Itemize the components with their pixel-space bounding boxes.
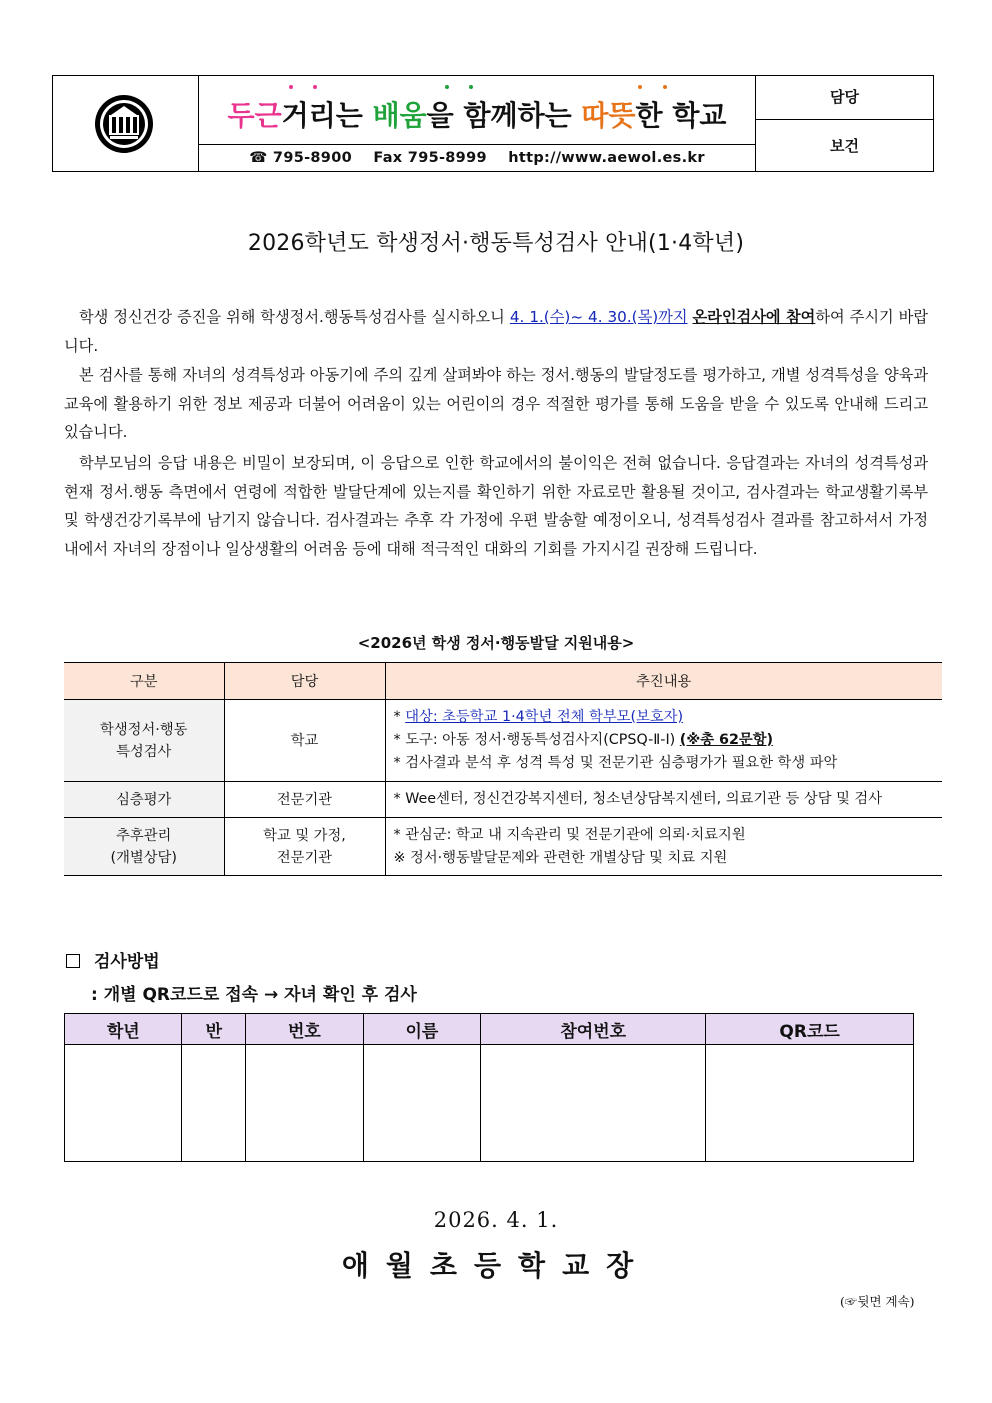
document-title: 2026학년도 학생정서·행동특성검사 안내(1·4학년) <box>247 231 745 256</box>
content-item <box>394 729 943 752</box>
qr-header-participation-number: 참여번호 <box>481 1014 706 1045</box>
category-line: (개별상담) <box>110 849 177 866</box>
qr-header-number: 번호 <box>246 1014 363 1045</box>
exam-method-detail: : 개별 QR코드로 접속 → 자녀 확인 후 검사 <box>91 985 417 1005</box>
qr-code-cell <box>706 1045 914 1162</box>
category-cell <box>64 700 224 782</box>
qr-info-table <box>64 1013 914 1162</box>
exam-period: 4. 1.(수)~ 4. 30.(목)까지 <box>509 308 688 326</box>
content-cell <box>385 700 942 782</box>
continued-note: (☞뒷면 계속) <box>840 1294 915 1309</box>
target-audience: 대상: 초등학교 1·4학년 전체 학부모(보호자) <box>405 709 684 725</box>
school-logo-cell <box>53 76 199 171</box>
support-table-caption: <2026년 학생 정서·행동발달 지원내용> <box>357 634 635 652</box>
table-row <box>64 700 942 782</box>
item-prefix: * <box>393 791 406 807</box>
letterhead <box>52 75 934 172</box>
qr-header-qr-code: QR코드 <box>706 1014 914 1045</box>
content-item <box>394 824 943 847</box>
name-cell <box>363 1045 480 1162</box>
content-cell <box>385 782 942 818</box>
support-header-cell: 담당 <box>224 663 385 700</box>
category-line: 학생정서·행동 <box>100 721 188 738</box>
qr-header-class: 반 <box>182 1014 246 1045</box>
checkbox-square-icon <box>66 954 80 968</box>
content-cell <box>385 818 942 876</box>
owner-line: 학교 <box>290 732 319 749</box>
approval-label-1: 담당 <box>756 76 933 120</box>
category-line: 추후관리 <box>116 827 172 844</box>
category-line: 특성검사 <box>116 743 172 760</box>
online-exam-emphasis: 온라인검사에 참여 <box>692 308 816 326</box>
owner-cell: 전문기관 <box>224 782 385 818</box>
paragraph-3: 학부모님의 응답 내용은 비밀이 보장되며, 이 응답으로 인한 학교에서의 불이익은 전혀 없습니다. 응답결과는 자녀의 성격특성과 현재 정서.행동 측면에서 연령에 적합한 발달단계에 있는지를 확인하기 위한 자료로만 활용될 것이고, 검사결과는 학교생활기록부 및 학생건강기록부에 남기지 않습니다. 검사결과는 추후 각 가정에 우편 발송할 예정이오니, 성격특성검사 결과를 참고하셔서 가정 내에서 자녀의 장점이나 일상생활의 어려움 등에 대해 적극적인 대화의 기회를 가지시길 권장해 드립니다. <box>64 454 928 558</box>
table-row <box>64 818 942 876</box>
item-text: 관심군: 학교 내 지속관리 및 전문기관에 의뢰·치료지원 <box>405 826 746 843</box>
grade-cell <box>65 1045 182 1162</box>
item-text: Wee센터, 정신건강복지센터, 청소년상담복지센터, 의료기관 등 상담 및 검사 <box>405 791 883 807</box>
slogan-part: 한 학교 <box>635 99 727 132</box>
owner-line: 학교 및 가정, <box>263 827 346 844</box>
document-date: 2026. 4. 1. <box>433 1208 559 1232</box>
paragraph-1 <box>64 303 928 360</box>
support-header-cell: 구분 <box>64 663 224 700</box>
item-text: 검사결과 분석 후 성격 특성 및 전문기관 심층평가가 필요한 학생 파악 <box>405 755 838 771</box>
number-cell <box>246 1045 363 1162</box>
principal-signature: 애월초등학교장 <box>341 1249 651 1282</box>
paragraph-1-tail: 하여 주시기 바랍니다. <box>64 308 928 355</box>
approval-cells <box>756 76 933 171</box>
slogan-part: 배움 <box>372 99 427 132</box>
category-cell: 심층평가 <box>64 782 224 818</box>
slogan-cell <box>199 76 756 171</box>
support-header-cell: 추진내용 <box>385 663 942 700</box>
owner-cell <box>224 818 385 876</box>
approval-label-2: 보건 <box>830 137 859 155</box>
paragraph-1-text: 학생 정신건강 증진을 위해 학생정서.행동특성검사를 실시하오니 <box>79 308 510 326</box>
exam-method-heading: 검사방법 <box>94 952 160 972</box>
table-row <box>65 1045 914 1162</box>
participation-number-cell <box>481 1045 706 1162</box>
item-prefix: * <box>393 709 406 725</box>
class-cell <box>182 1045 246 1162</box>
slogan-part: 을 함께하는 <box>426 99 582 132</box>
content-item <box>394 752 943 775</box>
slogan-part: 두근 <box>227 99 282 132</box>
content-item <box>394 788 943 811</box>
qr-header-name: 이름 <box>363 1014 480 1045</box>
school-slogan <box>199 88 755 144</box>
item-prefix: * <box>393 755 406 771</box>
school-contact: ☎ 795-8900 Fax 795-8999 http://www.aewol.es.kr <box>199 144 755 171</box>
exam-method-section <box>66 948 417 1009</box>
owner-line: 전문기관 <box>276 849 333 866</box>
paragraph-2: 본 검사를 통해 자녀의 성격특성과 아동기에 주의 깊게 살펴봐야 하는 정서.행동의 발달정도를 평가하고, 개별 성격특성을 양육과 교육에 활용하기 위한 정보 제공과 더불어 어려움이 있는 어린이의 경우 적절한 평가를 통해 도움을 받을 수 있도록 안내해 드리고 있습니다. <box>64 366 928 442</box>
item-prefix: * <box>393 732 406 748</box>
qr-header-grade: 학년 <box>65 1014 182 1045</box>
content-item <box>394 706 943 729</box>
content-item <box>394 847 943 870</box>
item-text: 도구: 아동 정서·행동특성검사지(CPSQ-Ⅱ-Ⅰ) <box>405 732 680 748</box>
slogan-part: 거리는 <box>281 99 373 132</box>
item-text: ※ 정서·행동발달문제와 관련한 개별상담 및 치료 지원 <box>393 849 728 866</box>
category-cell <box>64 818 224 876</box>
question-count: (※총 62문항) <box>679 732 774 748</box>
school-emblem-icon <box>93 93 155 155</box>
support-table <box>64 662 942 876</box>
item-prefix: * <box>393 826 406 843</box>
owner-cell <box>224 700 385 782</box>
table-row <box>64 782 942 818</box>
slogan-part: 따뜻 <box>581 99 636 132</box>
